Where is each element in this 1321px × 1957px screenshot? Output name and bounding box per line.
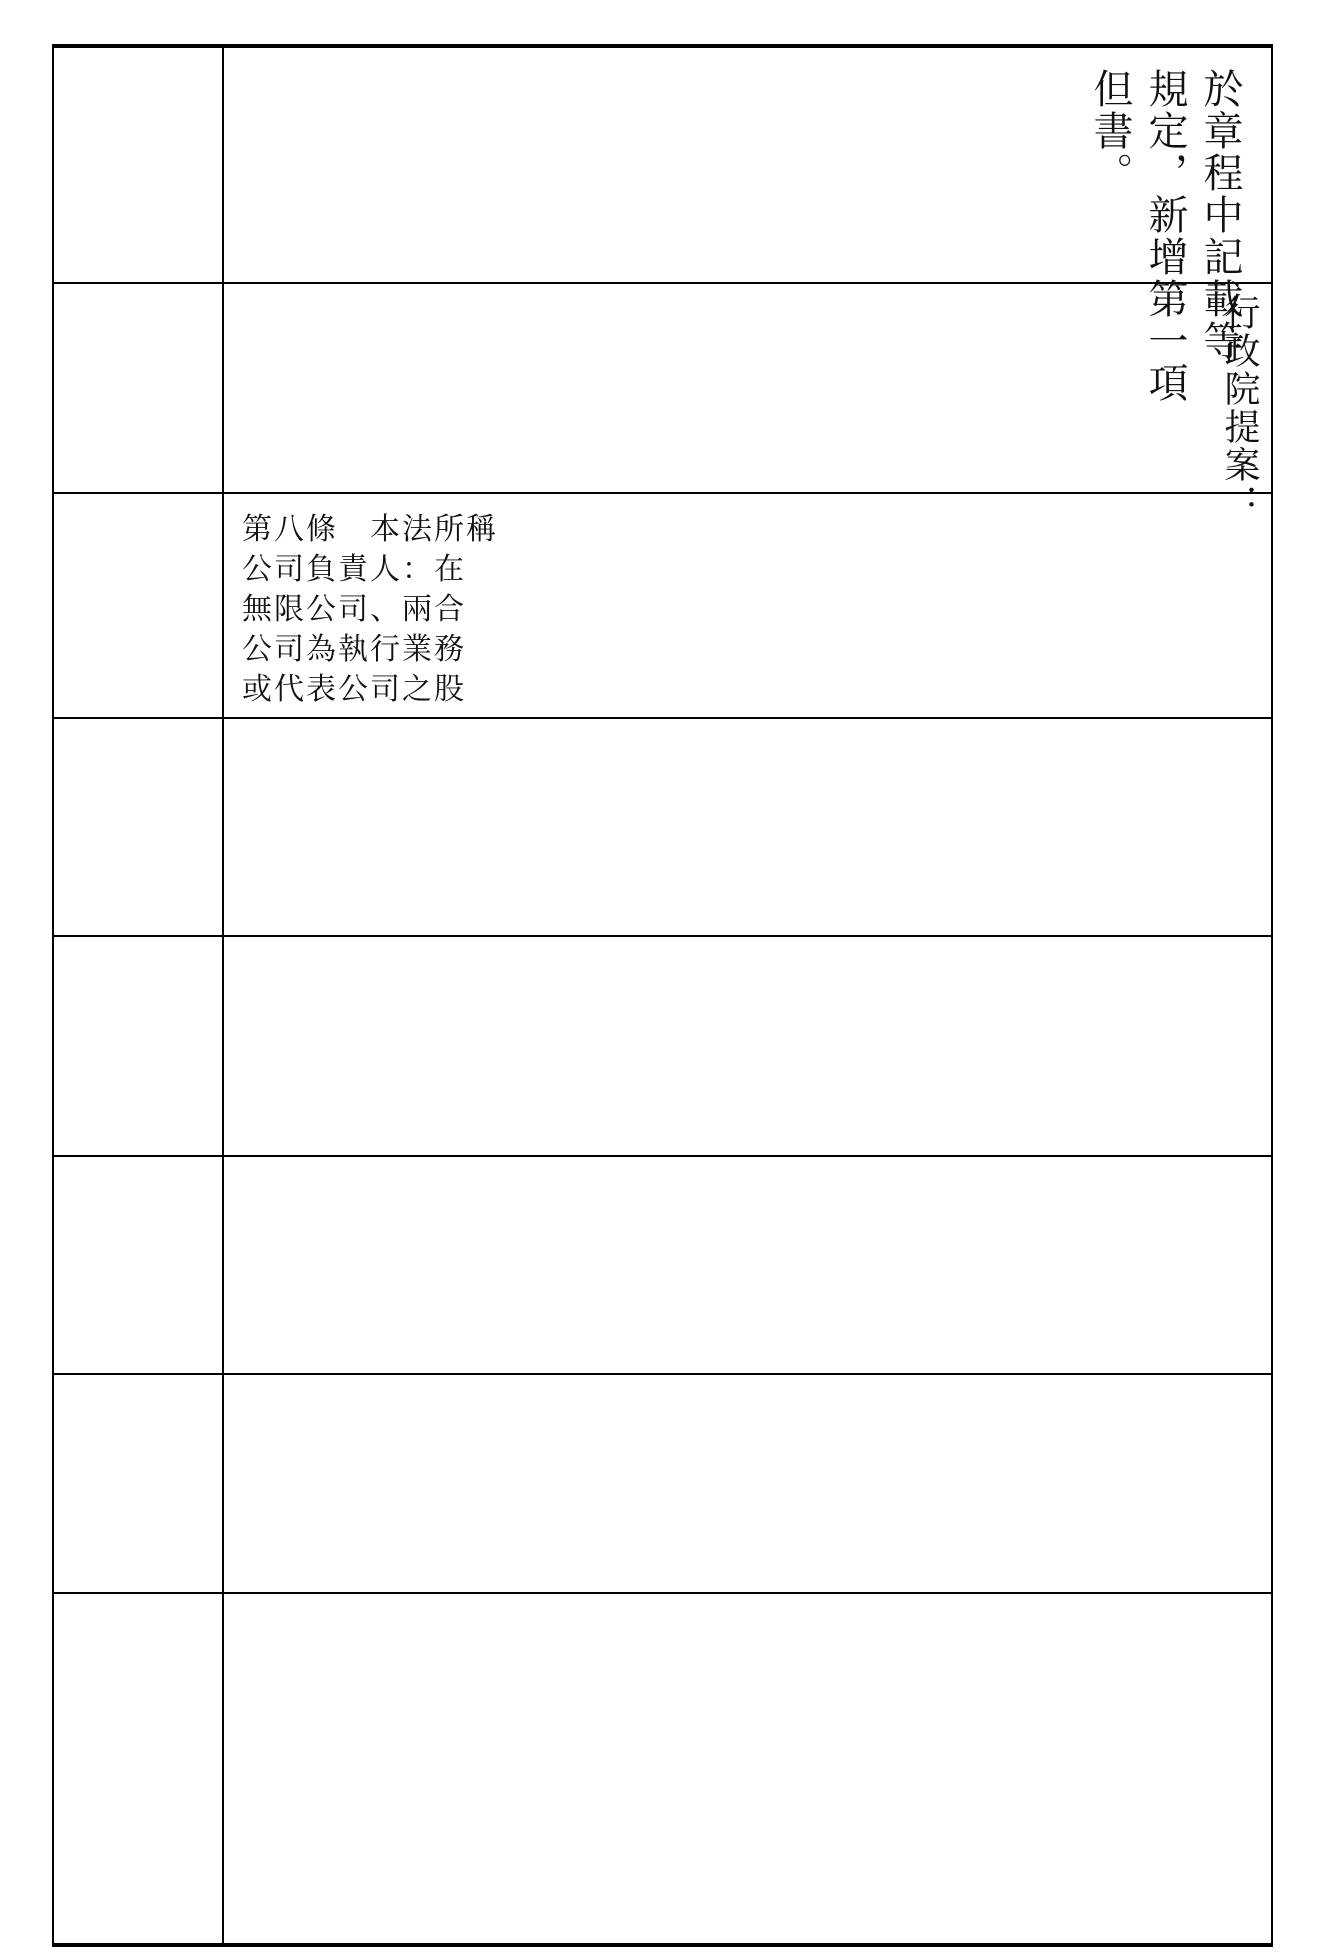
text-line: 於章程中記載等 <box>1197 68 1243 362</box>
text-line: 規定，新增第一項 <box>1142 68 1188 404</box>
text-line: 但書。 <box>1087 68 1133 194</box>
row-text <box>52 284 1273 522</box>
text-line: 或代表公司之股 <box>242 672 466 707</box>
row-divider <box>52 935 1273 937</box>
comparison-table <box>52 44 1273 1948</box>
row-text <box>52 48 1273 404</box>
row-divider <box>52 1592 1273 1594</box>
table-row <box>52 284 1273 522</box>
row-divider <box>52 1155 1273 1157</box>
table-row <box>52 494 1273 717</box>
text-line: 公司負責人：在 <box>242 552 466 587</box>
text-line: 公司為執行業務 <box>242 632 466 667</box>
row-divider <box>52 717 1273 719</box>
text-line: 無限公司、兩合 <box>242 592 466 627</box>
text-line: 行政院提案： <box>1219 294 1260 522</box>
table-bottom-rule <box>52 1943 1273 1947</box>
row-divider <box>52 1373 1273 1375</box>
text-line: 第八條 本法所稱 <box>242 512 498 547</box>
row-text <box>52 494 1273 717</box>
table-row <box>52 48 1273 404</box>
